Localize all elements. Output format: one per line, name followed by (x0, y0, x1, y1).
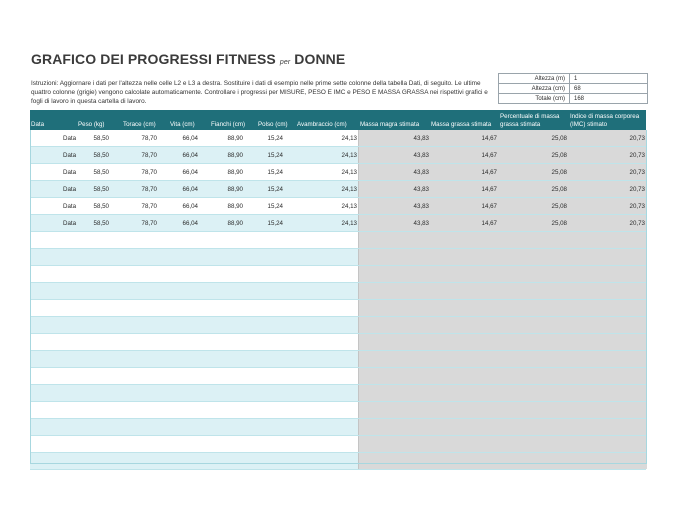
cell-vita[interactable]: 66,04 (182, 186, 198, 193)
table-row (30, 266, 646, 283)
height-m-value[interactable]: 1 (570, 74, 648, 84)
table-row (30, 453, 646, 470)
table-row (30, 300, 646, 317)
cell-grassa: 14,67 (481, 220, 497, 227)
cell-peso[interactable]: 58,50 (93, 169, 109, 176)
cell-imc: 20,73 (629, 186, 645, 193)
calculated-cells (358, 198, 647, 214)
cell-magra: 43,83 (413, 169, 429, 176)
cell-torace[interactable]: 78,70 (141, 135, 157, 142)
cell-imc: 20,73 (629, 152, 645, 159)
calculated-cells (358, 147, 647, 163)
table-row (30, 402, 646, 419)
cell-data[interactable]: Data (63, 220, 77, 227)
table-row (30, 351, 646, 368)
cell-data[interactable]: Data (63, 203, 77, 210)
cell-grassa: 14,67 (481, 152, 497, 159)
col-header-torace[interactable]: Torace (cm) (123, 121, 156, 128)
table-row (30, 334, 646, 351)
cell-data[interactable]: Data (63, 186, 77, 193)
calculated-cells (358, 300, 647, 316)
calculated-cells (358, 334, 647, 350)
calculated-cells (358, 249, 647, 265)
table-header (30, 110, 646, 130)
cell-fianchi[interactable]: 88,90 (227, 152, 243, 159)
title-per: per (279, 59, 291, 66)
cell-torace[interactable]: 78,70 (141, 220, 157, 227)
cell-magra: 43,83 (413, 203, 429, 210)
cell-imc: 20,73 (629, 169, 645, 176)
table-row (30, 317, 646, 334)
calculated-cells (358, 419, 647, 435)
calculated-cells (358, 317, 647, 333)
table-row (30, 181, 646, 198)
height-row (499, 94, 648, 104)
cell-vita[interactable]: 66,04 (182, 220, 198, 227)
calculated-cells (358, 351, 647, 367)
cell-grassa: 14,67 (481, 135, 497, 142)
cell-data[interactable]: Data (63, 135, 77, 142)
height-total-label: Totale (cm) (499, 94, 570, 104)
cell-imc: 20,73 (629, 220, 645, 227)
calculated-cells (358, 436, 647, 452)
col-header-fianchi[interactable]: Fianchi (cm) (211, 121, 246, 128)
col-header-avambraccio[interactable]: Avambraccio (cm) (297, 121, 347, 128)
cell-torace[interactable]: 78,70 (141, 169, 157, 176)
cell-fianchi[interactable]: 88,90 (227, 186, 243, 193)
cell-fianchi[interactable]: 88,90 (227, 135, 243, 142)
cell-avambraccio[interactable]: 24,13 (341, 186, 357, 193)
calculated-cells (358, 453, 647, 469)
calculated-cells (358, 232, 647, 248)
calculated-cells (358, 181, 647, 197)
cell-peso[interactable]: 58,50 (93, 220, 109, 227)
table-row (30, 368, 646, 385)
cell-perc: 25,08 (551, 152, 567, 159)
cell-magra: 43,83 (413, 152, 429, 159)
cell-avambraccio[interactable]: 24,13 (341, 203, 357, 210)
table-body (30, 130, 646, 470)
table-row (30, 385, 646, 402)
cell-vita[interactable]: 66,04 (182, 169, 198, 176)
col-header-peso[interactable]: Peso (kg) (78, 121, 105, 128)
table-row (30, 249, 646, 266)
height-table (498, 73, 648, 104)
cell-grassa: 14,67 (481, 186, 497, 193)
col-header-magra[interactable]: Massa magra stimata (360, 121, 420, 128)
page-title (31, 51, 345, 67)
calculated-cells (358, 283, 647, 299)
cell-avambraccio[interactable]: 24,13 (341, 152, 357, 159)
col-header-grassa[interactable]: Massa grassa stimata (431, 121, 492, 128)
cell-grassa: 14,67 (481, 169, 497, 176)
cell-vita[interactable]: 66,04 (182, 152, 198, 159)
calculated-cells (358, 130, 647, 146)
cell-avambraccio[interactable]: 24,13 (341, 220, 357, 227)
cell-imc: 20,73 (629, 135, 645, 142)
cell-fianchi[interactable]: 88,90 (227, 169, 243, 176)
table-row (30, 198, 646, 215)
table-row (30, 147, 646, 164)
calculated-cells (358, 266, 647, 282)
cell-peso[interactable]: 58,50 (93, 135, 109, 142)
cell-vita[interactable]: 66,04 (182, 135, 198, 142)
cell-grassa: 14,67 (481, 203, 497, 210)
col-header-imc[interactable]: Indice di massa corporea (IMC) stimato (570, 113, 640, 128)
cell-polso[interactable]: 15,24 (267, 186, 283, 193)
cell-peso[interactable]: 58,50 (93, 186, 109, 193)
cell-perc: 25,08 (551, 169, 567, 176)
cell-magra: 43,83 (413, 135, 429, 142)
cell-vita[interactable]: 66,04 (182, 203, 198, 210)
instructions-text: Istruzioni: Aggiornare i dati per l'altezza nelle celle L2 e L3 a destra. Sostituire i dati di esempio nelle prime sette colonne della tabella Dati, di seguito. Le ultime quattro colonne (grigie) vengono calcolate automaticamente. Controllare i progressi per MISURE, PESO E IMC e PESO E MASSA GRASSA nei rispettivi grafici e fogli di lavoro in questa cartella di lavoro. (31, 80, 488, 105)
cell-polso[interactable]: 15,24 (267, 135, 283, 142)
cell-polso[interactable]: 15,24 (267, 220, 283, 227)
height-row (499, 84, 648, 94)
height-cm-value[interactable]: 68 (570, 84, 648, 94)
height-total-value: 168 (570, 94, 648, 104)
cell-torace[interactable]: 78,70 (141, 203, 157, 210)
table-row (30, 130, 646, 147)
cell-peso[interactable]: 58,50 (93, 203, 109, 210)
cell-perc: 25,08 (551, 186, 567, 193)
cell-avambraccio[interactable]: 24,13 (341, 135, 357, 142)
height-cm-label: Altezza (cm) (499, 84, 570, 94)
cell-fianchi[interactable]: 88,90 (227, 220, 243, 227)
calculated-cells (358, 402, 647, 418)
cell-perc: 25,08 (551, 220, 567, 227)
cell-avambraccio[interactable]: 24,13 (341, 169, 357, 176)
table-row (30, 215, 646, 232)
col-header-polso[interactable]: Polso (cm) (258, 121, 288, 128)
calculated-cells (358, 164, 647, 180)
cell-polso[interactable]: 15,24 (267, 169, 283, 176)
cell-polso[interactable]: 15,24 (267, 203, 283, 210)
cell-perc: 25,08 (551, 135, 567, 142)
col-header-vita[interactable]: Vita (cm) (170, 121, 195, 128)
col-header-data[interactable]: Data (31, 121, 45, 128)
title-main: GRAFICO DEI PROGRESSI FITNESS (31, 51, 276, 67)
cell-torace[interactable]: 78,70 (141, 186, 157, 193)
calculated-cells (358, 385, 647, 401)
calculated-cells (358, 368, 647, 384)
height-m-label: Altezza (m) (499, 74, 570, 84)
title-donne: DONNE (294, 51, 346, 67)
table-row (30, 283, 646, 300)
height-row (499, 74, 648, 84)
cell-polso[interactable]: 15,24 (267, 152, 283, 159)
table-row (30, 436, 646, 453)
table-row (30, 419, 646, 436)
cell-data[interactable]: Data (63, 169, 77, 176)
data-table (30, 110, 646, 470)
col-header-perc[interactable]: Percentuale di massa grassa stimata (500, 113, 560, 128)
table-row (30, 164, 646, 181)
cell-perc: 25,08 (551, 203, 567, 210)
cell-torace[interactable]: 78,70 (141, 152, 157, 159)
cell-peso[interactable]: 58,50 (93, 152, 109, 159)
cell-imc: 20,73 (629, 203, 645, 210)
cell-magra: 43,83 (413, 186, 429, 193)
cell-fianchi[interactable]: 88,90 (227, 203, 243, 210)
cell-data[interactable]: Data (63, 152, 77, 159)
cell-magra: 43,83 (413, 220, 429, 227)
table-row (30, 232, 646, 249)
calculated-cells (358, 215, 647, 231)
